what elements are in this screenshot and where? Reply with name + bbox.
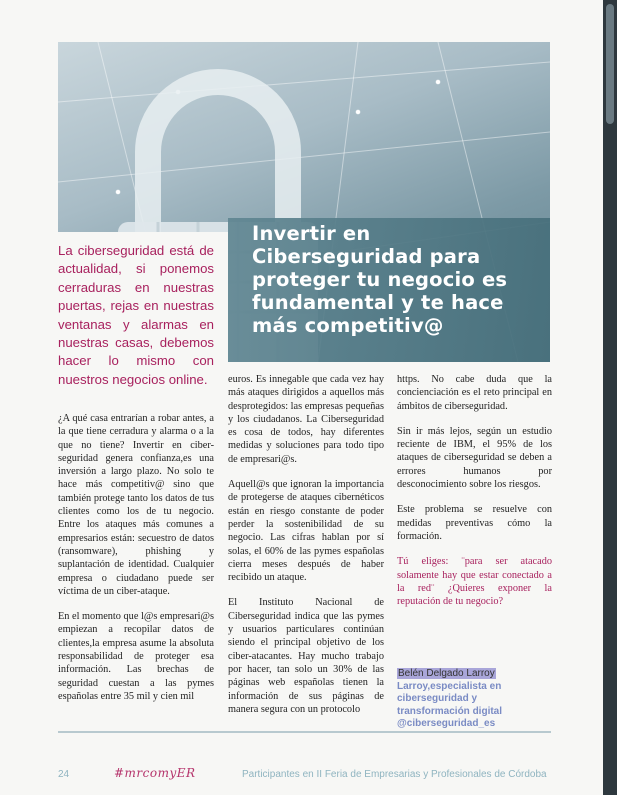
footer-event: Participantes en II Feria de Empresarias y Profesionales de Córdoba — [242, 769, 547, 780]
scrollbar-thumb[interactable] — [606, 4, 614, 124]
paragraph: ¿A qué casa entrarían a robar antes, a la que tiene cerradura y alarma o a la que no tiene? Invertir en ciber-seguridad genera confianza,es una inversión a largo plazo. No solo te hace más competitiv@ sino que también protege tanto los datos de tus clientes como los de tu negocio. Entre los ataques más comunes a empresarios están: secuestro de datos (ransomware), phishing y suplantación de identidad. Cualquier empresa o ciudadano puede ser víctima de un ciber-ataque. — [58, 413, 214, 597]
page-number: 24 — [58, 769, 70, 780]
author-block — [397, 668, 552, 731]
author-role: Larroy,especialista en ciberseguridad y transformación digital @ciberseguridad_es — [397, 680, 503, 730]
text-column-1 — [58, 412, 214, 715]
paragraph: Sin ir más lejos, según un estudio reciente de IBM, el 95% de los ataques de ciberseguridad se deben a errores humanos por desconocimiento sobre los riesgos. — [397, 425, 552, 491]
paragraph: El Instituto Nacional de Ciberseguridad indica que las pymes y usuarios particulares continúan siendo el principal objetivo de los ciber-atacantes. Hay mucho trabajo por hacer, tan solo un 30% de las páginas web españolas tienen la información de sus páginas de manera segura con un protocolo — [228, 597, 384, 715]
article-lead: La ciberseguridad está de actualidad, si ponemos cerraduras en nuestras puertas, rejas en nuestras ventanas y alarmas en nuestras casas, debemos hacer lo mismo con nuestros negocios online. — [58, 243, 214, 387]
article-title: Invertir en Ciberseguridad para proteger tu negocio es fundamental y te hace más competitiv@ — [252, 222, 508, 337]
footer-divider — [58, 731, 551, 733]
paragraph: Aquell@s que ignoran la importancia de protegerse de ataques cibernéticos están en riesgo constante de poder perder la sostenibilidad de su negocio. Las cifras hablan por sí solas, el 60% de las pymes españolas cierra meses después de haber recibido un ataque. — [228, 479, 384, 584]
text-column-2 — [228, 373, 384, 728]
paragraph: euros. Es innegable que cada vez hay más ataques dirigidos a aquellos más desprotegidos: las empresas pequeñas y los ciudadanos. La Ciberseguridad es cosa de todos, hay diferentes medidas y soluciones para todo tipo de empresari@s. — [228, 374, 384, 465]
author-name: Belén Delgado Larroy — [398, 668, 495, 679]
paragraph: https. No cabe duda que la concienciación es el reto principal en ámbitos de ciberseguridad. — [397, 374, 552, 412]
paragraph: En el momento que l@s empresari@s empiezan a recopilar datos de clientes,la empresa asume la absoluta responsabilidad de proteger esa información. Las brechas de seguridad cuestan a las pymes españolas entre 35 mil y cien mil — [58, 611, 214, 702]
closing-question: Tú eliges: ¨para ser atacado solamente hay que estar conectado a la red¨ ¿Quieres exponer la reputación de tu negocio? — [397, 556, 552, 608]
paragraph: Este problema se resuelve con medidas preventivas cómo la formación. — [397, 504, 552, 542]
text-column-3 — [397, 373, 552, 620]
hashtag-logo: #mrcomyER — [114, 766, 196, 780]
viewer-scrollbar[interactable] — [603, 0, 617, 795]
